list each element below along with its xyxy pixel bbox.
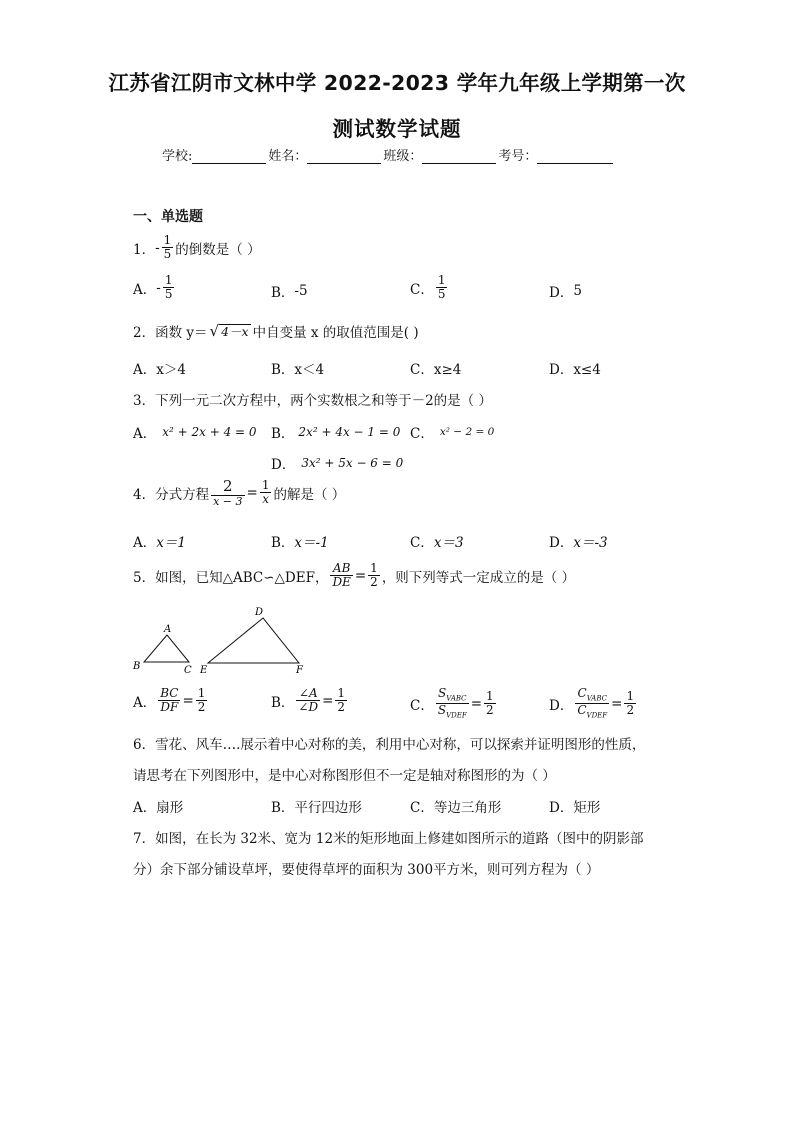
q5-option-d-den-sub: VDEF [586,711,608,720]
q6-option-a[interactable]: A．扇形 [133,800,184,816]
q1-text: 的倒数是（ ） [175,241,261,258]
q1-option-b[interactable] [271,281,308,301]
q2-radicand: 4－x [221,323,249,339]
triangle-def [208,618,299,663]
q5-ratio-den: 2 [370,575,378,590]
q5-option-c-label: C． [410,697,434,714]
q1-fraction [162,234,174,261]
q5-option-b-ratio-den: 2 [337,700,346,715]
q1-neg: - [155,239,160,256]
q3-option-d-label: D． [271,457,296,473]
q5-option-a-num: BC [160,686,179,700]
q5-option-c-ratio-den: 2 [486,703,494,718]
q4-option-c[interactable] [410,531,464,551]
label-f: F [296,665,303,676]
q2-option-d[interactable]: D．x≤4 [549,362,601,378]
q5-option-a-fraction [158,687,180,714]
q4-right-den: x [262,492,270,507]
q1-option-c-den: 5 [437,287,446,302]
q5-option-a-den: DF [160,700,179,715]
label-b: B [133,661,141,672]
q5-option-a[interactable] [133,687,209,714]
q5-option-c-num-sub: VABC [446,694,467,703]
section-title: 一、单选题 [133,209,203,225]
class-field[interactable] [422,149,496,164]
q1-option-a-label: A． [133,281,157,298]
q3-option-a-label: A． [133,426,157,442]
q5-option-d-den [575,703,609,720]
sqrt-icon: √ [209,321,220,340]
q4-option-b-label: B． [271,535,295,551]
q5-option-d-num-c: C [577,686,587,700]
question-6-line1: 6．雪花、风车….展示着中心对称的美，利用中心对称，可以探索并证明图形的性质， [133,737,646,753]
q1-option-a-num: 1 [164,273,173,287]
exam-number-field[interactable] [537,149,613,164]
q4-option-d-label: D． [549,535,574,551]
question-4 [133,478,345,508]
q3-option-b[interactable] [271,422,400,442]
q1-option-b-value: -5 [294,283,308,299]
q5-option-c[interactable] [410,687,498,720]
q4-option-a[interactable] [133,531,186,551]
q5-option-c-equals: = [470,695,483,712]
q3-option-a[interactable] [133,422,257,442]
q1-number: 1． [133,241,156,258]
name-field[interactable] [307,149,381,164]
school-field[interactable] [192,149,266,164]
q3-option-c-label: C． [410,426,434,442]
q1-option-a[interactable] [133,274,176,301]
q1-option-a-fraction [163,274,175,301]
q2-sqrt [209,321,251,340]
question-1 [133,234,261,261]
q3-option-b-equation: 2x² + 4x − 1 = 0 [298,425,401,439]
exam-title-line1: 江苏省江阴市文林中学 2022-2023 学年九年级上学期第一次 [108,71,686,95]
q5-option-c-den [436,703,469,720]
q5-option-b-den: ∠D [298,700,319,715]
q5-option-d[interactable] [549,687,638,720]
label-d: D [255,607,264,618]
student-info-row [162,145,615,164]
q1-option-c[interactable] [410,274,449,301]
q4-option-d-value: x＝-3 [573,535,608,551]
q5-option-d-num-sub: VABC [586,694,607,703]
q1-option-a-neg: - [156,279,161,296]
q5-ratio-num: 1 [370,561,378,575]
q4-left-den: x − 3 [213,494,243,508]
q5-option-d-label: D． [549,697,574,714]
q1-option-a-den: 5 [164,287,173,302]
q5-option-b-label: B． [271,694,295,711]
q5-option-a-ratio [196,687,208,714]
q2-option-a[interactable]: A．x＞4 [133,362,186,378]
question-7-line1: 7．如图，在长为 32米、宽为 12米的矩形地面上修建如图所示的道路（图中的阴影部 [133,831,644,847]
q1-option-c-fraction [436,274,448,301]
q6-option-c[interactable]: C．等边三角形 [410,800,502,816]
q5-option-b-num: ∠A [298,686,318,700]
q5-fraction-den: DE [332,575,351,590]
q4-right-num: 1 [261,478,270,493]
label-a: A [164,624,172,635]
q5-prefix: 5．如图，已知△ABC∽△DEF， [133,569,329,586]
q5-option-a-label: A． [133,694,157,711]
q5-fraction-ratio [368,562,380,589]
question-7-line2: 分）余下部分铺设草坪，要使得草坪的面积为 300平方米，则可列方程为（ ） [133,862,600,878]
q4-option-a-label: A． [133,535,157,551]
q5-option-b-fraction [296,687,320,714]
q1-fraction-num: 1 [163,233,172,247]
q2-option-c[interactable]: C．x≥4 [410,362,462,378]
q5-equals: = [354,567,367,584]
q5-option-b-ratio-num: 1 [337,686,346,700]
label-e: E [200,665,208,676]
q1-fraction-den: 5 [163,247,172,262]
exam-number-label: 考号： [498,149,538,164]
q2-option-b[interactable]: B．x＜4 [271,362,325,378]
name-label: 姓名： [268,149,308,164]
q5-option-c-ratio [484,690,496,717]
question-6-line2: 请思考在下列图形中，是中心对称图形但不一定是轴对称图形的为（ ） [133,768,556,784]
q4-prefix: 4．分式方程 [133,486,210,503]
similar-triangles-figure [128,602,318,682]
question-3: 3．下列一元二次方程中，两个实数根之和等于－2的是（ ） [133,393,492,409]
q3-option-c[interactable] [410,422,494,442]
class-label: 班级： [383,149,423,164]
q3-option-a-equation: x² + 2x + 4 = 0 [162,425,257,439]
q3-option-c-equation: x² − 2 = 0 [439,426,495,438]
q5-option-b-ratio [335,687,347,714]
triangle-abc [144,635,189,662]
q1-option-d-value: 5 [573,283,582,299]
q4-equals: = [246,484,258,501]
q1-option-c-num: 1 [437,273,446,287]
q1-option-c-label: C． [410,281,434,298]
q6-option-d[interactable]: D．矩形 [549,800,601,816]
q1-option-d-label: D． [549,285,574,301]
q5-fraction-ab-de [330,562,352,589]
q5-option-a-ratio-den: 2 [197,700,206,715]
q4-option-b[interactable] [271,531,329,551]
q5-option-a-ratio-num: 1 [197,686,206,700]
q4-option-c-label: C． [410,535,434,551]
q5-option-c-fraction [436,687,469,720]
q2-prefix: 2．函数 y＝ [133,325,208,341]
q5-option-c-ratio-num: 1 [486,688,494,703]
q5-option-d-equals: = [611,695,623,712]
label-c: C [184,665,192,676]
q5-option-a-equals: = [182,692,194,709]
q2-suffix: 中自变量 x 的取值范围是( ) [252,325,419,341]
q5-option-c-num [436,687,469,703]
q5-option-d-ratio [624,690,636,717]
q4-fraction-left [211,478,244,508]
question-5 [133,562,575,589]
q5-option-d-ratio-den: 2 [626,703,635,718]
q4-suffix: 的解是（ ） [273,486,346,503]
q5-option-b-equals: = [322,692,334,709]
q5-option-b[interactable] [271,687,349,714]
q5-option-d-den-c: C [577,703,587,718]
q3-option-d-equation: 3x² + 5x − 6 = 0 [301,456,404,470]
q5-fraction-num: AB [332,561,351,575]
q5-suffix: ，则下列等式一定成立的是（ ） [381,569,576,586]
q1-option-d[interactable] [549,281,582,301]
q5-option-d-num [576,687,609,703]
q5-option-c-num-s: S [438,686,447,700]
q4-left-num: 2 [223,477,233,495]
q3-option-b-label: B． [271,426,295,442]
question-2 [133,321,419,341]
q3-option-d[interactable] [271,453,403,473]
q1-option-b-label: B． [271,285,295,301]
q5-option-c-den-s: S [437,703,447,718]
q5-option-d-ratio-num: 1 [626,688,635,703]
q4-option-a-value: x＝1 [156,535,186,551]
q5-option-d-fraction [575,687,609,720]
q6-option-b[interactable]: B．平行四边形 [271,800,362,816]
q4-option-c-value: x＝3 [433,535,464,551]
exam-title-line2: 测试数学试题 [332,117,462,141]
q4-fraction-right [260,479,272,506]
q4-option-d[interactable] [549,531,608,551]
q4-option-b-value: x＝-1 [294,535,329,551]
school-label: 学校: [162,149,193,164]
q5-option-c-den-sub: VDEF [446,711,467,720]
